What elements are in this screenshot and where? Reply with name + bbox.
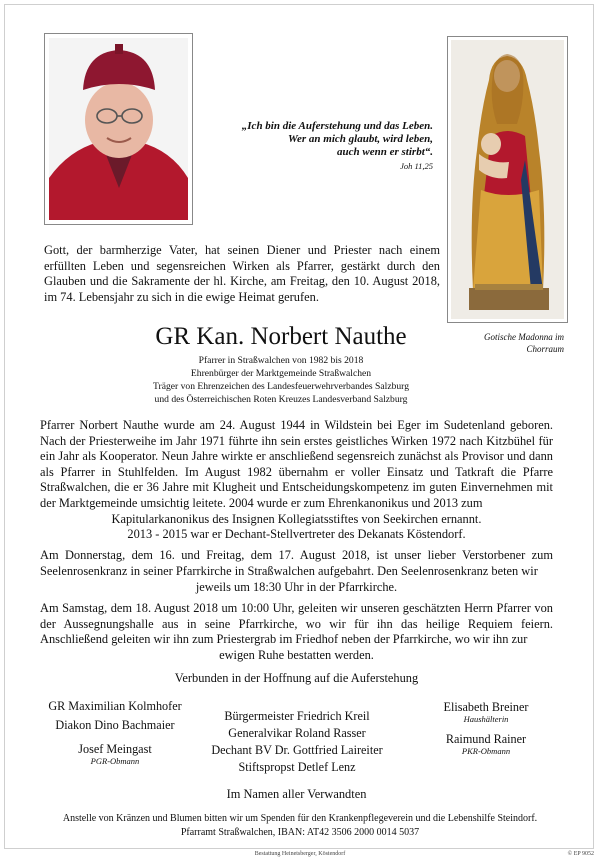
funeral-paragraph: Am Samstag, dem 18. August 2018 um 10:00 Uhr, geleiten wir unseren geschätzten Herrn Pfarrer von der Aussegnungshalle aus in seine Pfarrkirche, wo wir für ihn das heilige Requiem feiern. Anschließend geleiten wir ihn zum Priestergrab im Friedhof neben der Pfarrkirche, wo wir ihn zur [40,601,553,647]
bible-quote [203,120,433,173]
quote-line-1: „Ich bin die Auferstehung und das Leben. [241,120,433,132]
mourner-left-1 [30,699,200,714]
mourner-name: Diakon Dino Bachmaier [55,718,175,732]
donation-line-1: Anstelle von Kränzen und Blumen bitten wir um Spenden für den Krankenpflegeverein und die Lebenshilfe Steindorf. [62,813,538,824]
print-code: © EP 9052 [567,851,594,857]
quote-line-2: Wer an mich glaubt, wird leben, [288,133,433,145]
quote-reference: Joh 11,25 [400,161,433,171]
mourner-role: PKR-Obmann [461,746,511,756]
mourner-role: Haushälterin [463,714,509,724]
mourner-name: Raimund Rainer [445,732,527,746]
title-line: Träger von Ehrenzeichen des Landesfeuerwehrverbandes Salzburg [152,381,409,392]
relatives-line: Im Namen aller Verwandten [226,787,367,801]
mourner-name: Josef Meingast [78,742,152,756]
biography-paragraph: Pfarrer Norbert Nauthe wurde am 24. August 1944 in Wildstein bei Eger im Sudetenland geboren. Nach der Priesterweihe im Jahr 1971 führte ihn sein erstes geistliches Wirken 1972 nach Kitzbühel für ein Jahr als Kooperator. Neun Jahre wirkte er anschließend segensreich zunächst als Provisor und dann als Pfarrer in Stuhlfelden. Im August 1982 übernahm er voller Einsatz und Tatkraft die Pfarre Straßwalchen, die er 36 Jahre mit Klugheit und Entscheidungskompetenz im guten Einvernehmen mit der Marktgemeinde umsichtig leitete. 2004 wurde er zum Ehrenkanonikus und 2013 zum [40,418,553,510]
mourner-name: Elisabeth Breiner [443,700,529,714]
mourner-right-2 [404,732,568,756]
biography-line: 2013 - 2015 war er Dechant-Stellvertreter des Dekanats Köstendorf. [127,527,466,541]
donation-line-2: Pfarramt Straßwalchen, IBAN: AT42 3506 2000 0014 5037 [180,827,420,838]
caption-line-2: Chorraum [526,344,564,354]
mourner-center-3: Dechant BV Dr. Gottfried Laireiter [211,743,383,757]
undertaker-credit: Bestattung Heinetsberger, Köstendorf [254,851,346,857]
wake-last-line: jeweils um 18:30 Uhr in der Pfarrkirche. [195,580,398,594]
quote-line-3: auch wenn er stirbt“. [337,146,433,158]
deceased-name: GR Kan. Norbert Nauthe [155,323,407,350]
madonna-statue-image [451,40,564,319]
title-line: Pfarrer in Straßwalchen von 1982 bis 2018 [198,355,364,366]
mourner-left-2 [30,718,200,733]
mourner-center-2: Generalvikar Roland Rasser [228,726,366,740]
mourner-center-4: Stiftspropst Detlef Lenz [238,760,356,774]
wake-paragraph: Am Donnerstag, dem 16. und Freitag, dem 17. August 2018, ist unser lieber Verstorbener zum Seelenrosenkranz in seiner Pfarrkirche in Straßwalchen aufgebahrt. Den Seelenrosenkranz beten wir [40,548,553,578]
mourner-name: GR Maximilian Kolmhofer [48,699,182,713]
hope-line: Verbunden in der Hoffnung auf die Auferstehung [174,671,419,685]
mourner-right-1 [404,700,568,724]
mourner-center-1: Bürgermeister Friedrich Kreil [224,709,370,723]
madonna-caption [452,331,564,355]
biography-line: Kapitularkanonikus des Insignen Kollegiatsstiftes von Seekirchen ernannt. [111,512,482,526]
title-line: Ehrenbürger der Marktgemeinde Straßwalchen [190,368,372,379]
priest-portrait-image [49,38,188,220]
caption-line-1: Gotische Madonna im [484,332,564,342]
mourner-role: PGR-Obmann [90,756,140,766]
portrait-photo [44,33,193,225]
deceased-titles [116,354,446,406]
title-line: und des Österreichischen Roten Kreuzes Landesverband Salzburg [154,394,408,405]
madonna-photo [447,36,568,323]
mourner-left-3 [30,742,200,766]
funeral-last-line: ewigen Ruhe bestatten werden. [219,648,374,662]
intro-paragraph: Gott, der barmherzige Vater, hat seinen Diener und Priester nach einem erfüllten Leben und segensreichen Wirken als Pfarrer, gestärkt durch den Glauben und die Sakramente der hl. Kirche, am Freitag, den 10. August 2018, im 74. Lebensjahr zu sich in die ewige Heimat gerufen. [44,243,440,304]
